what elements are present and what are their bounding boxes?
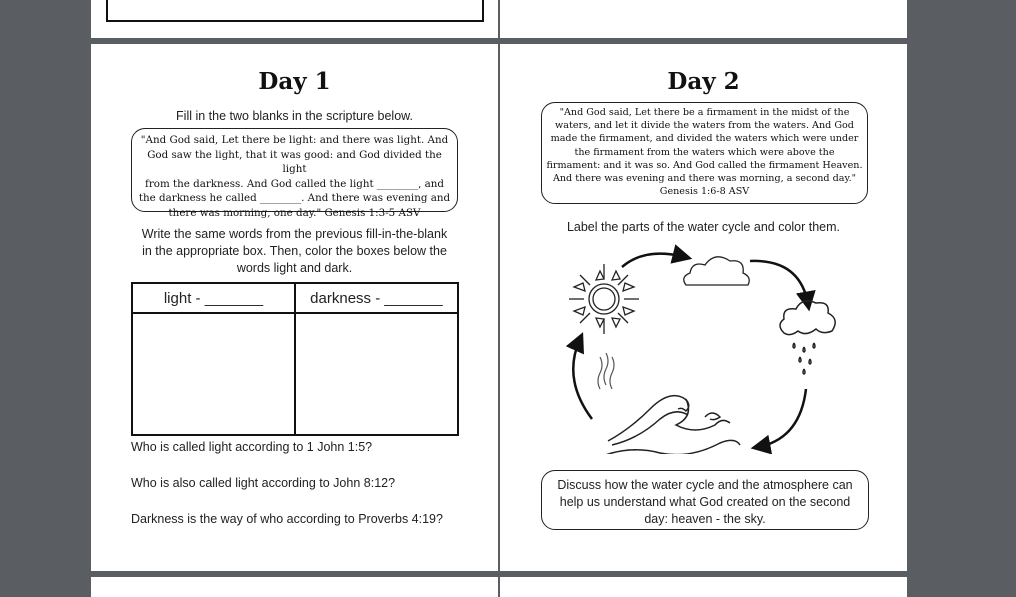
scripture-line: "And God said, Let there be light: and there was light. And bbox=[140, 134, 449, 146]
day1-instruction: Fill in the two blanks in the scripture below. bbox=[176, 109, 413, 123]
question-1: Who is called light according to 1 John 1:5? bbox=[131, 440, 373, 454]
scripture-line: Genesis 1:6-8 ASV bbox=[659, 186, 750, 198]
scripture-line: firmament: and it was so. And God called the firmament Heaven. bbox=[546, 159, 863, 171]
instruction-line: in the appropriate box. Then, color the boxes below the bbox=[142, 244, 447, 258]
day2-page bbox=[500, 44, 907, 571]
discuss-line: day: heaven - the sky. bbox=[644, 512, 766, 526]
cloud-icon bbox=[684, 257, 749, 285]
previous-page-left bbox=[91, 0, 498, 38]
water-cycle-diagram bbox=[500, 239, 907, 454]
instruction-line: words light and dark. bbox=[236, 261, 353, 275]
day2-scripture-box bbox=[541, 102, 868, 204]
arrow-condensation-icon bbox=[750, 261, 808, 304]
sun-icon bbox=[569, 264, 639, 334]
day1-title: Day 1 bbox=[258, 68, 331, 95]
day2-discuss-box bbox=[541, 470, 869, 530]
scripture-line: the darkness he called ________. And there was evening and bbox=[138, 192, 451, 205]
discuss-line: Discuss how the water cycle and the atmosphere can bbox=[557, 478, 853, 492]
discuss-line: help us understand what God created on the second bbox=[559, 495, 851, 509]
scripture-line: waters, and let it divide the waters from the waters. And God bbox=[555, 120, 854, 132]
light-darkness-table bbox=[131, 282, 459, 436]
arrow-collection-icon bbox=[573, 339, 592, 419]
next-page-left bbox=[91, 577, 498, 597]
scripture-line: there was morning, one day." Genesis 1:3-5 ASV bbox=[168, 206, 421, 219]
rain-cloud-icon bbox=[780, 301, 835, 374]
scripture-line: And there was evening and there was morning, a second day." bbox=[552, 173, 857, 185]
scripture-line: from the darkness. And God called the light ________, and bbox=[145, 177, 444, 190]
waves-icon bbox=[600, 396, 740, 454]
scripture-line: God saw the light, that it was good: and God divided the light bbox=[147, 148, 442, 176]
next-page-right bbox=[500, 577, 907, 597]
darkness-header: darkness - _______ bbox=[295, 283, 458, 313]
arrow-evaporation-icon bbox=[622, 254, 685, 267]
previous-page-box bbox=[106, 0, 484, 22]
day1-page bbox=[91, 44, 498, 571]
light-header: light - _______ bbox=[132, 283, 295, 313]
arrow-precipitation-icon bbox=[758, 389, 806, 447]
instruction-line: Write the same words from the previous fill-in-the-blank bbox=[141, 227, 448, 241]
day1-write-instruction bbox=[111, 226, 478, 277]
light-color-box[interactable] bbox=[132, 313, 295, 435]
scripture-line: "And God said, Let there be a firmament in the midst of the bbox=[559, 107, 850, 118]
scripture-line: the firmament from the waters which were above the bbox=[574, 146, 835, 158]
previous-page-right bbox=[500, 0, 907, 38]
day2-instruction: Label the parts of the water cycle and color them. bbox=[566, 220, 841, 234]
question-2: Who is also called light according to John 8:12? bbox=[131, 476, 396, 490]
question-3: Darkness is the way of who according to Proverbs 4:19? bbox=[131, 512, 443, 526]
day2-title: Day 2 bbox=[667, 68, 740, 95]
darkness-color-box[interactable] bbox=[295, 313, 458, 435]
day1-scripture-box bbox=[131, 128, 458, 219]
steam-icon bbox=[598, 353, 614, 389]
scripture-line: made the firmament, and divided the waters which were under bbox=[550, 133, 859, 145]
